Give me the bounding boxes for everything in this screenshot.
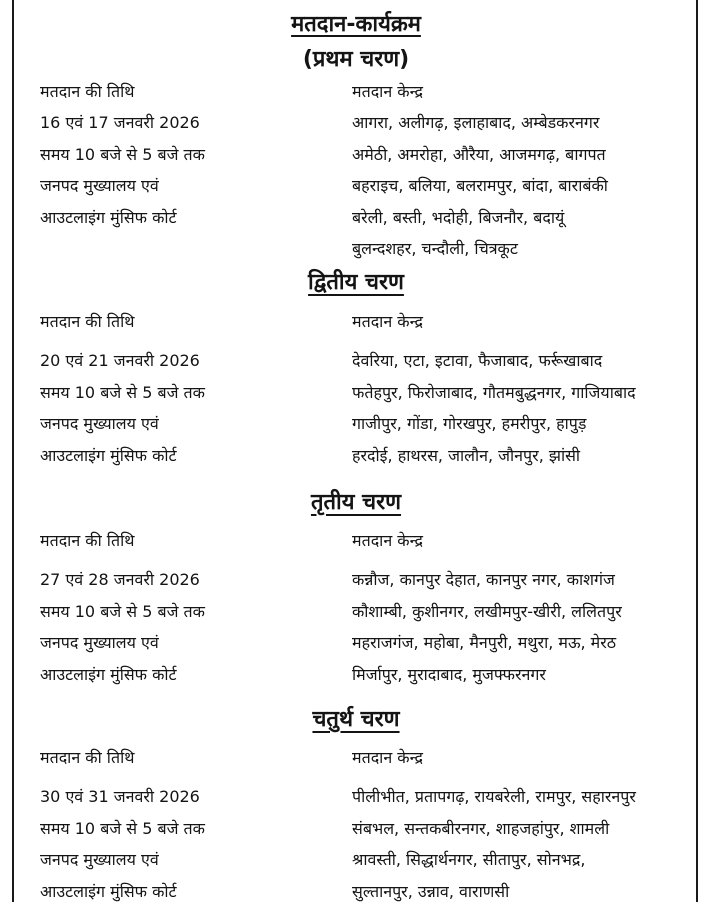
phase-3-centre-heading: मतदान केन्द्र bbox=[352, 525, 702, 556]
phase-3-centre-line: कौशाम्बी, कुशीनगर, लखीमपुर-खीरी, ललितपुर bbox=[352, 596, 702, 628]
phase-1-date-heading: मतदान की तिथि bbox=[40, 76, 330, 107]
phase-1-venue-line-2: आउटलाइंग मुंसिफ कोर्ट bbox=[40, 202, 330, 234]
phase-4-dates: 30 एवं 31 जनवरी 2026 bbox=[40, 781, 330, 813]
phase-3-centre-line: कन्नौज, कानपुर देहात, कानपुर नगर, काशगंज bbox=[352, 564, 702, 596]
phase-3-centre-line: महराजगंज, महोबा, मैनपुरी, मथुरा, मऊ, मेरठ bbox=[352, 627, 702, 659]
phase-1-time: समय 10 बजे से 5 बजे तक bbox=[40, 139, 330, 171]
phase-1-centre-line: बुलन्दशहर, चन्दौली, चित्रकूट bbox=[352, 233, 702, 265]
phase-2-dates: 20 एवं 21 जनवरी 2026 bbox=[40, 345, 330, 377]
phase-3-venue-line-1: जनपद मुख्यालय एवं bbox=[40, 627, 330, 659]
phase-2-venue-line-1: जनपद मुख्यालय एवं bbox=[40, 408, 330, 440]
phase-3-centres bbox=[352, 525, 702, 690]
phase-1-centre-line: अमेठी, अमरोहा, औरैया, आजमगढ़, बागपत bbox=[352, 139, 702, 171]
phase-1-centre-heading: मतदान केन्द्र bbox=[352, 76, 702, 107]
document-title: मतदान-कार्यक्रम bbox=[0, 10, 712, 40]
phase-3-venue-line-2: आउटलाइंग मुंसिफ कोर्ट bbox=[40, 659, 330, 691]
phase-3-schedule bbox=[40, 525, 330, 690]
phase-4-venue-line-1: जनपद मुख्यालय एवं bbox=[40, 844, 330, 876]
phase-1-centre-line: बहराइच, बलिया, बलरामपुर, बांदा, बाराबंकी bbox=[352, 170, 702, 202]
phase-3-title: तृतीय चरण bbox=[0, 488, 712, 518]
phase-4-schedule bbox=[40, 742, 330, 907]
phase-3-date-heading: मतदान की तिथि bbox=[40, 525, 330, 556]
phase-2-centre-line: हरदोई, हाथरस, जालौन, जौनपुर, झांसी bbox=[352, 440, 702, 472]
phase-1-schedule bbox=[40, 76, 330, 233]
phase-4-venue-line-2: आउटलाइंग मुंसिफ कोर्ट bbox=[40, 876, 330, 907]
phase-2-centre-line: गाजीपुर, गोंडा, गोरखपुर, हमरीपुर, हापुड़ bbox=[352, 408, 702, 440]
phase-1-venue-line-1: जनपद मुख्यालय एवं bbox=[40, 170, 330, 202]
phase-4-centre-line: पीलीभीत, प्रतापगढ़, रायबरेली, रामपुर, सहारनपुर bbox=[352, 781, 702, 813]
phase-2-date-heading: मतदान की तिथि bbox=[40, 306, 330, 337]
phase-1-centre-line: आगरा, अलीगढ़, इलाहाबाद, अम्बेडकरनगर bbox=[352, 107, 702, 139]
phase-4-centre-line: सुल्तानपुर, उन्नाव, वाराणसी bbox=[352, 876, 702, 907]
phase-2-centres bbox=[352, 306, 702, 471]
phase-3-time: समय 10 बजे से 5 बजे तक bbox=[40, 596, 330, 628]
phase-4-centre-line: श्रावस्ती, सिद्धार्थनगर, सीतापुर, सोनभद्र, bbox=[352, 844, 702, 876]
phase-3-dates: 27 एवं 28 जनवरी 2026 bbox=[40, 564, 330, 596]
phase-3-centre-line: मिर्जापुर, मुरादाबाद, मुजफ्फरनगर bbox=[352, 659, 702, 691]
phase-1-title: (प्रथम चरण) bbox=[0, 45, 712, 75]
phase-4-date-heading: मतदान की तिथि bbox=[40, 742, 330, 773]
phase-2-schedule bbox=[40, 306, 330, 471]
phase-2-centre-heading: मतदान केन्द्र bbox=[352, 306, 702, 337]
phase-1-dates: 16 एवं 17 जनवरी 2026 bbox=[40, 107, 330, 139]
phase-4-time: समय 10 बजे से 5 बजे तक bbox=[40, 813, 330, 845]
phase-2-venue-line-2: आउटलाइंग मुंसिफ कोर्ट bbox=[40, 440, 330, 472]
phase-4-centre-line: संबभल, सन्तकबीरनगर, शाहजहांपुर, शामली bbox=[352, 813, 702, 845]
phase-2-title: द्वितीय चरण bbox=[0, 268, 712, 298]
phase-2-time: समय 10 बजे से 5 बजे तक bbox=[40, 377, 330, 409]
phase-2-centre-line: फतेहपुर, फिरोजाबाद, गौतमबुद्धनगर, गाजियाबाद bbox=[352, 377, 702, 409]
phase-1-centres bbox=[352, 76, 702, 265]
phase-2-centre-line: देवरिया, एटा, इटावा, फैजाबाद, फर्रूखाबाद bbox=[352, 345, 702, 377]
phase-4-title: चतुर्थ चरण bbox=[0, 705, 712, 735]
phase-4-centre-heading: मतदान केन्द्र bbox=[352, 742, 702, 773]
phase-1-centre-line: बरेली, बस्ती, भदोही, बिजनौर, बदायूं bbox=[352, 202, 702, 234]
phase-4-centres bbox=[352, 742, 702, 907]
